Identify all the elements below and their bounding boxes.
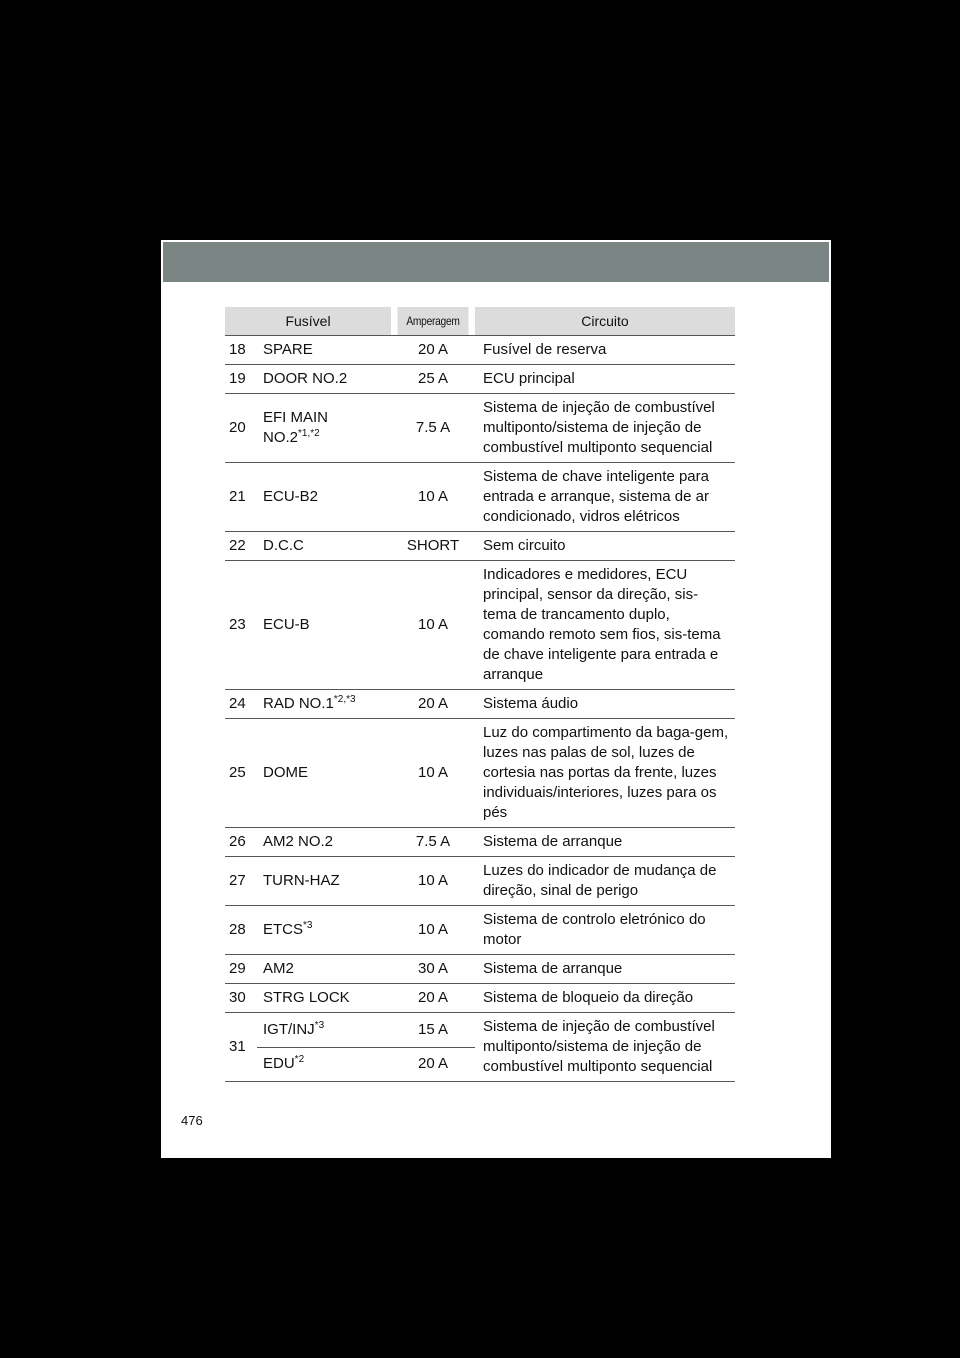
footnote-marker: *3 <box>303 920 313 931</box>
table-header-row <box>225 307 735 336</box>
header-fuse: Fusível <box>225 307 391 336</box>
fuse-amperage: 7.5 A <box>391 394 475 463</box>
table-row <box>225 955 735 984</box>
fuse-circuit: Sistema áudio <box>475 690 735 719</box>
fuse-number: 28 <box>225 906 257 955</box>
fuse-amperage: 10 A <box>391 906 475 955</box>
fuse-name: STRG LOCK <box>257 984 391 1013</box>
fuse-circuit: Indicadores e medidores, ECU principal, sensor da direção, sis-tema de trancamento duplo, comando remoto sem fios, sis-tema de chave inteligente para entrada e arranque <box>475 561 735 690</box>
fuse-name: DOOR NO.2 <box>257 365 391 394</box>
table-row <box>225 984 735 1013</box>
header-amperage: Amperagem <box>397 307 468 336</box>
table-row <box>225 857 735 906</box>
fuse-amperage: 10 A <box>391 463 475 532</box>
fuse-name: DOME <box>257 719 391 828</box>
page-number: 476 <box>181 1113 203 1128</box>
fuse-name: AM2 NO.2 <box>257 828 391 857</box>
fuse-circuit: Sistema de injeção de combustível multiponto/sistema de injeção de combustível multiponto sequencial <box>475 1013 735 1082</box>
manual-page <box>161 240 831 1158</box>
fuse-name: ETCS$^{*3}$ <box>257 906 391 955</box>
fuse-number: 21 <box>225 463 257 532</box>
fuse-circuit: Sistema de arranque <box>475 828 735 857</box>
table-row <box>225 561 735 690</box>
footnote-marker: *2,*3 <box>333 694 356 705</box>
fuse-number: 19 <box>225 365 257 394</box>
fuse-amperage: 10 A <box>391 719 475 828</box>
fuse-circuit: Sistema de controlo eletrónico do motor <box>475 906 735 955</box>
footnote-marker: *2 <box>294 1054 305 1066</box>
fuse-name: TURN-HAZ <box>257 857 391 906</box>
fuse-name: ECU-B <box>257 561 391 690</box>
fuse-number: 29 <box>225 955 257 984</box>
fuse-circuit: Sem circuito <box>475 532 735 561</box>
footnote-marker: *3 <box>314 1019 325 1031</box>
fuse-number: 25 <box>225 719 257 828</box>
footnote-marker: *1,*2 <box>298 428 320 439</box>
fuse-name: ECU-B2 <box>257 463 391 532</box>
fuse-number: 31 <box>225 1013 257 1082</box>
fuse-amperage: 20 A <box>391 984 475 1013</box>
fuse-name: AM2 <box>257 955 391 984</box>
table-row <box>225 690 735 719</box>
fuse-number: 20 <box>225 394 257 463</box>
fuse-number: 30 <box>225 984 257 1013</box>
fuse-name: EDU$^{*2}$ <box>257 1047 391 1082</box>
fuse-number: 18 <box>225 336 257 365</box>
table-row <box>225 1013 735 1048</box>
fuse-circuit: Sistema de chave inteligente para entrada e arranque, sistema de ar condicionado, vidros elétricos <box>475 463 735 532</box>
table-row <box>225 463 735 532</box>
fuse-circuit: ECU principal <box>475 365 735 394</box>
fuse-circuit: Sistema de bloqueio da direção <box>475 984 735 1013</box>
fuse-amperage: 7.5 A <box>391 828 475 857</box>
fuse-amperage: 30 A <box>391 955 475 984</box>
fuse-amperage: 25 A <box>391 365 475 394</box>
fuse-amperage: 15 A <box>391 1013 475 1048</box>
table-row <box>225 719 735 828</box>
fuse-amperage: 10 A <box>391 561 475 690</box>
fuse-circuit: Sistema de injeção de combustível multiponto/sistema de injeção de combustível multiponto sequencial <box>475 394 735 463</box>
fuse-table <box>225 307 735 1082</box>
fuse-circuit: Luz do compartimento da baga-gem, luzes nas palas de sol, luzes de cortesia nas portas da frente, luzes individuais/interiores, luzes para os pés <box>475 719 735 828</box>
fuse-circuit: Fusível de reserva <box>475 336 735 365</box>
fuse-number: 23 <box>225 561 257 690</box>
fuse-circuit: Sistema de arranque <box>475 955 735 984</box>
table-row <box>225 532 735 561</box>
header-circuit: Circuito <box>475 307 735 336</box>
fuse-amperage: 20 A <box>391 1047 475 1082</box>
fuse-amperage: SHORT <box>391 532 475 561</box>
fuse-number: 27 <box>225 857 257 906</box>
fuse-amperage: 20 A <box>391 690 475 719</box>
fuse-name: SPARE <box>257 336 391 365</box>
header-band <box>163 242 829 282</box>
fuse-circuit: Luzes do indicador de mudança de direção, sinal de perigo <box>475 857 735 906</box>
fuse-number: 26 <box>225 828 257 857</box>
fuse-number: 24 <box>225 690 257 719</box>
fuse-name: EFI MAIN $NO.2^{*1,*2}$ <box>257 394 391 463</box>
table-row <box>225 906 735 955</box>
fuse-amperage: 10 A <box>391 857 475 906</box>
fuse-name: RAD $NO.1^{*2,*3}$ <box>257 690 391 719</box>
fuse-number: 22 <box>225 532 257 561</box>
fuse-name: D.C.C <box>257 532 391 561</box>
fuse-name: IGT/INJ$^{*3}$ <box>257 1013 391 1048</box>
table-row <box>225 828 735 857</box>
table-row <box>225 365 735 394</box>
table-row <box>225 336 735 365</box>
table-row <box>225 394 735 463</box>
fuse-amperage: 20 A <box>391 336 475 365</box>
